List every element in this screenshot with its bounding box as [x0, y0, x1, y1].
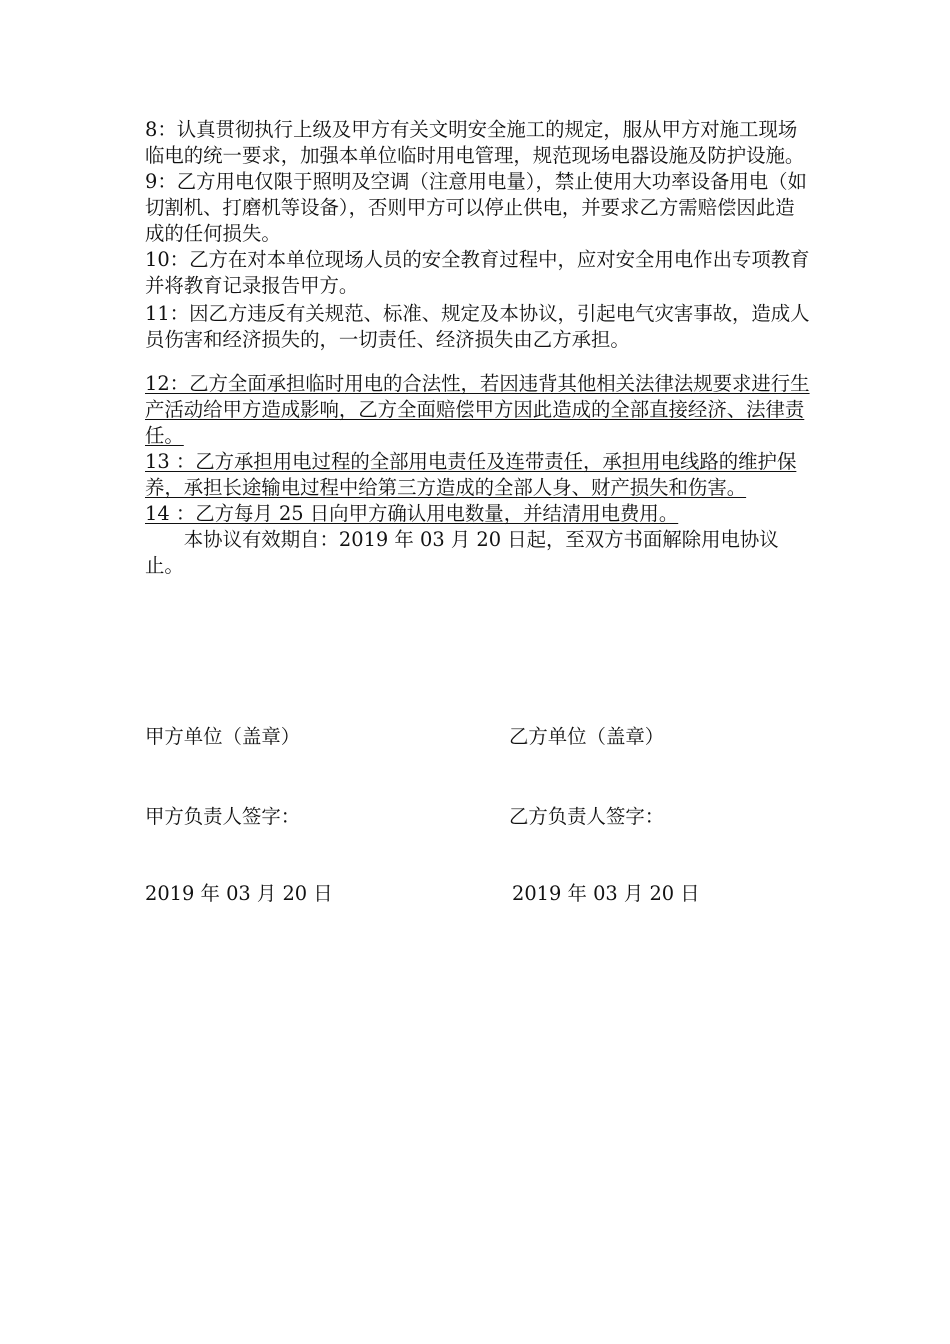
clause-13: 13 ：乙方承担用电过程的全部用电责任及连带责任，承担用电线路的维护保养，承担长途输电过程中给第三方造成的全部人身、财产损失和伤害。: [145, 450, 797, 499]
party-a-date: 2019 年 03 月 20 日: [145, 882, 333, 905]
party-a-unit-seal: 甲方单位（盖章）: [145, 725, 301, 748]
clause-9: 9：乙方用电仅限于照明及空调（注意用电量），禁止使用大功率设备用电（如切割机、打磨机等设备），否则甲方可以停止供电，并要求乙方需赔偿因此造成的任何损失。: [145, 170, 807, 245]
validity-period: 本协议有效期自：2019 年 03 月 20 日起，至双方书面解除用电协议止。: [145, 528, 779, 577]
agreement-clauses: [145, 117, 810, 579]
clause-14: 14 ：乙方每月 25 日向甲方确认用电数量，并结清用电费用。: [145, 502, 679, 525]
clause-11: 11：因乙方违反有关规范、标准、规定及本协议，引起电气灾害事故，造成人员伤害和经济损失的，一切责任、经济损失由乙方承担。: [145, 302, 810, 351]
party-b-signer: 乙方负责人签字：: [509, 805, 665, 828]
clause-12: 12：乙方全面承担临时用电的合法性，若因违背其他相关法律法规要求进行生产活动给甲方造成影响，乙方全面赔偿甲方因此造成的全部直接经济、法律责任。: [145, 372, 810, 447]
clause-8: 8：认真贯彻执行上级及甲方有关文明安全施工的规定，服从甲方对施工现场临电的统一要求，加强本单位临时用电管理，规范现场电器设施及防护设施。: [145, 118, 805, 167]
party-b-date: 2019 年 03 月 20 日: [512, 882, 700, 905]
party-b-unit-seal: 乙方单位（盖章）: [509, 725, 665, 748]
party-a-signer: 甲方负责人签字：: [145, 805, 301, 828]
clause-10: 10：乙方在对本单位现场人员的安全教育过程中，应对安全用电作出专项教育并将教育记录报告甲方。: [145, 248, 810, 297]
